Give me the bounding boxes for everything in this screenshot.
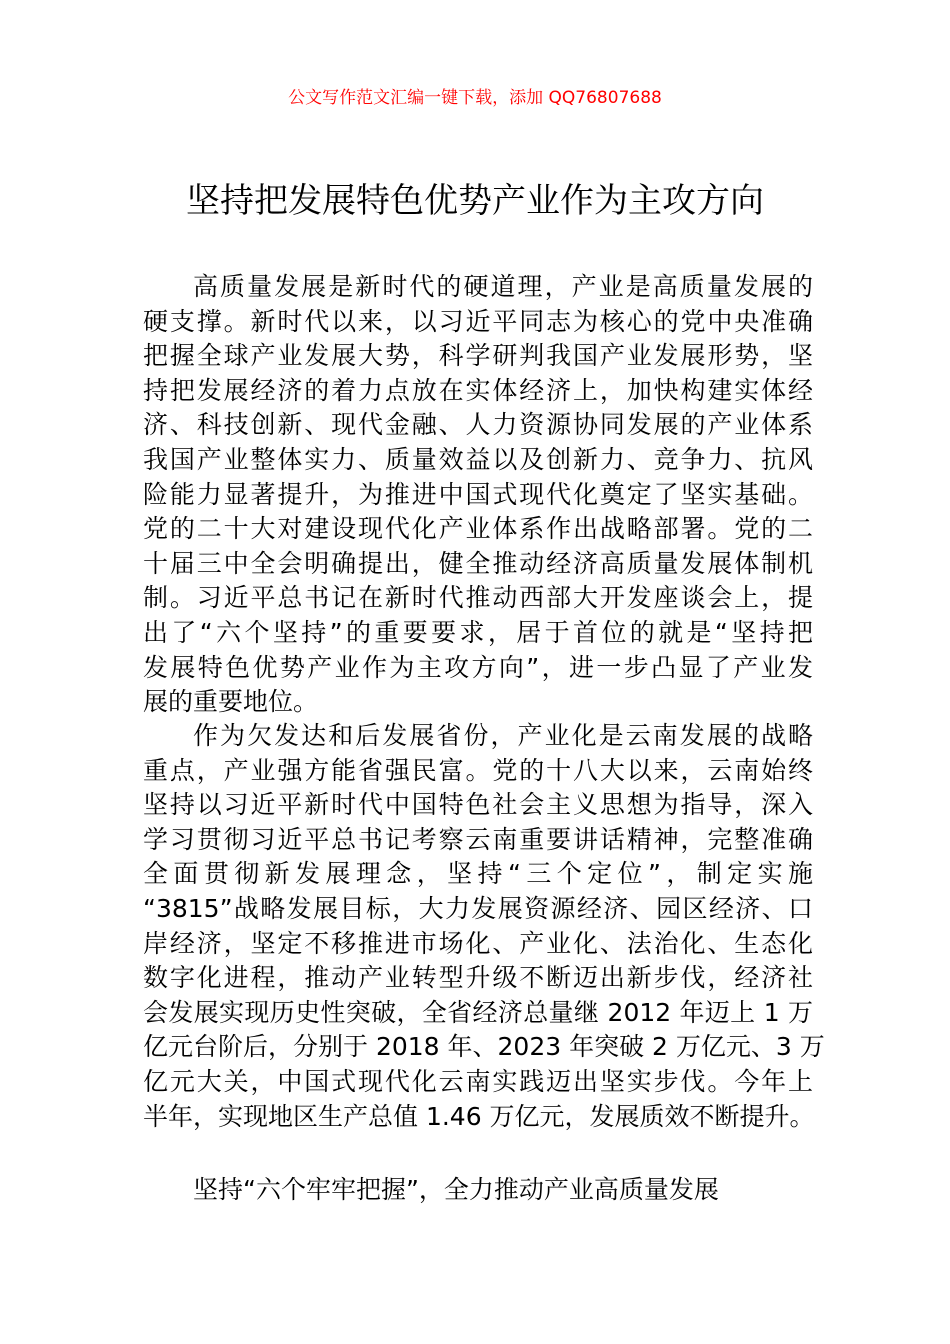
paragraph-line: 硬支撑。新时代以来，以习近平同志为核心的党中央准确 <box>143 306 813 336</box>
paragraph-line: 党的二十大对建设现代化产业体系作出战略部署。党的二 <box>143 514 813 544</box>
page-title: 坚持把发展特色优势产业作为主攻方向 <box>186 181 764 221</box>
paragraph-line: 出了“六个坚持”的重要要求，居于首位的就是“坚持把 <box>143 617 813 647</box>
paragraph-line: 坚持以习近平新时代中国特色社会主义思想为指导，深入 <box>143 790 813 820</box>
paragraph-line: 把握全球产业发展大势，科学研判我国产业发展形势，坚 <box>143 341 813 371</box>
paragraph-line: 亿元大关，中国式现代化云南实践迈出坚实步伐。今年上 <box>143 1066 813 1096</box>
paragraph-line: 十届三中全会明确提出，健全推动经济高质量发展体制机 <box>143 548 813 578</box>
paragraph-line: 展的重要地位。 <box>143 687 319 717</box>
section-heading: 坚持“六个牢牢把握”，全力推动产业高质量发展 <box>193 1175 719 1204</box>
paragraph-line: 亿元台阶后，分别于 2018 年、2023 年突破 2 万亿元、3 万 <box>143 1032 825 1062</box>
paragraph-line: 重点，产业强方能省强民富。党的十八大以来，云南始终 <box>143 755 813 785</box>
paragraph-line: 学习贯彻习近平总书记考察云南重要讲话精神，完整准确 <box>143 824 813 854</box>
download-note: 公文写作范文汇编一键下载，添加 QQ76807688 <box>288 88 662 108</box>
paragraph-line: 险能力显著提升，为推进中国式现代化奠定了坚实基础。 <box>143 479 813 509</box>
paragraph-line: 高质量发展是新时代的硬道理，产业是高质量发展的 <box>193 272 813 301</box>
paragraph-line: “3815”战略发展目标，大力发展资源经济、园区经济、口 <box>143 893 813 923</box>
paragraph-line: 持把发展经济的着力点放在实体经济上，加快构建实体经 <box>143 375 813 405</box>
paragraph-line: 制。习近平总书记在新时代推动西部大开发座谈会上，提 <box>143 583 813 613</box>
paragraph-line: 会发展实现历史性突破，全省经济总量继 2012 年迈上 1 万 <box>143 997 813 1027</box>
paragraph-line: 半年，实现地区生产总值 1.46 万亿元，发展质效不断提升。 <box>143 1101 815 1131</box>
paragraph-2 <box>143 719 825 1134</box>
paragraph-line: 岸经济，坚定不移推进市场化、产业化、法治化、生态化 <box>143 928 813 958</box>
paragraph-line: 我国产业整体实力、质量效益以及创新力、竞争力、抗风 <box>143 444 813 474</box>
paragraph-line: 全面贯彻新发展理念，坚持“三个定位”，制定实施 <box>143 859 813 889</box>
paragraph-line: 济、科技创新、现代金融、人力资源协同发展的产业体系 <box>143 410 813 440</box>
paragraph-1 <box>143 270 813 720</box>
paragraph-line: 发展特色优势产业作为主攻方向”，进一步凸显了产业发 <box>143 652 813 682</box>
paragraph-line: 数字化进程，推动产业转型升级不断迈出新步伐，经济社 <box>143 963 813 993</box>
paragraph-line: 作为欠发达和后发展省份，产业化是云南发展的战略 <box>193 721 813 750</box>
